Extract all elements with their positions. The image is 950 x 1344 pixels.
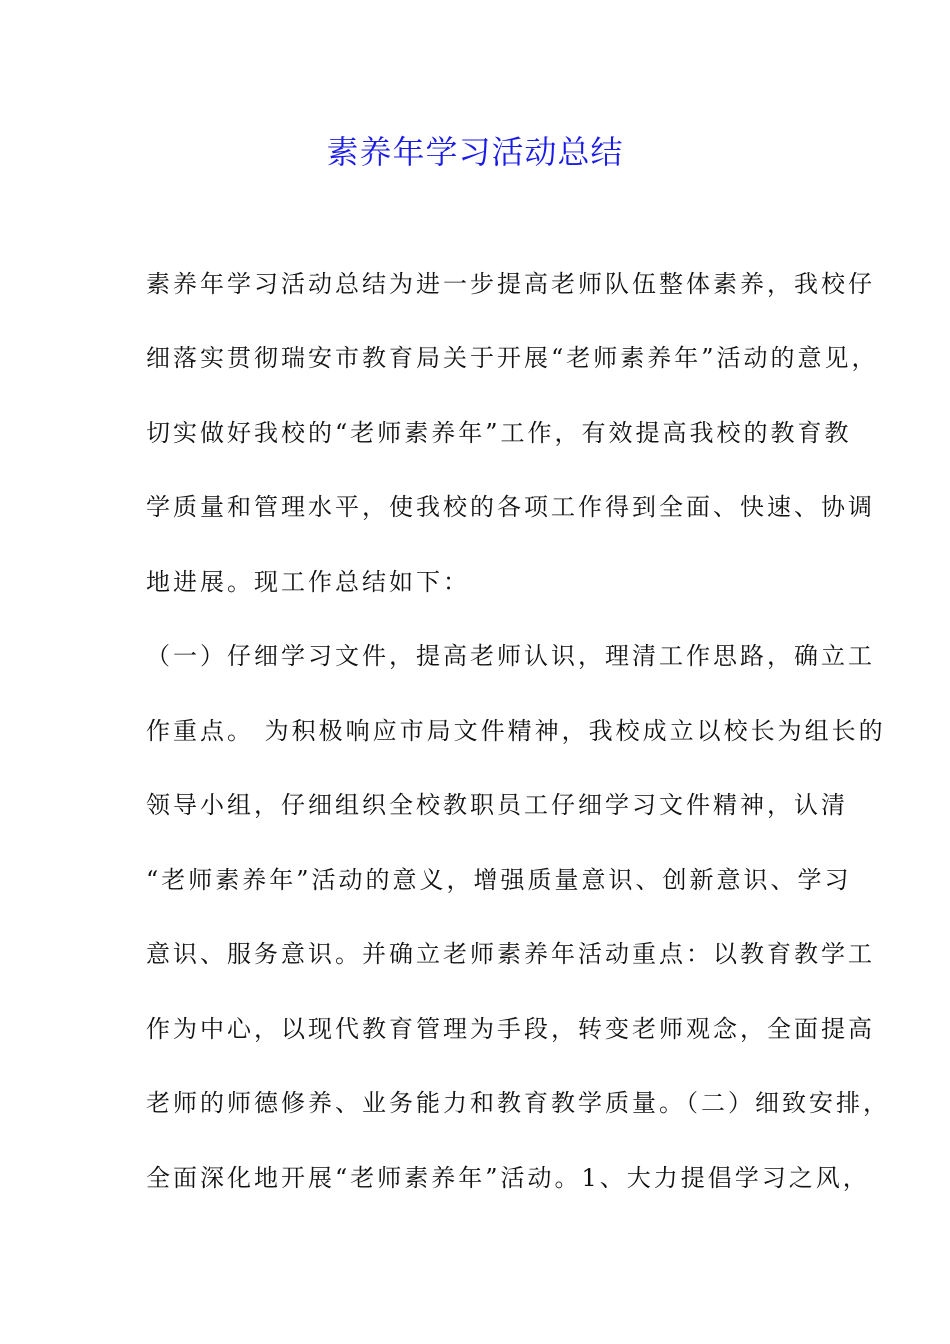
- body-line-11: 作为中心，以现代教育管理为手段，转变老师观念，全面提高: [146, 1015, 875, 1043]
- body-line-12: 老师的师德修养、业务能力和教育教学质量。（二）细致安排，: [146, 1089, 890, 1117]
- body-line-8: 领导小组，仔细组织全校教职员工仔细学习文件精神，认清: [146, 791, 848, 819]
- body-line-1: 素养年学习活动总结为进一步提高老师队伍整体素养，我校仔: [146, 270, 875, 298]
- body-line-3: 切实做好我校的“老师素养年”工作，有效提高我校的教育教: [146, 419, 852, 447]
- document-title: 素养年学习活动总结: [326, 133, 624, 171]
- body-line-13: 全面深化地开展“老师素养年”活动。1、大力提倡学习之风，: [146, 1164, 870, 1192]
- body-line-6: （一）仔细学习文件，提高老师认识，理清工作思路，确立工: [146, 642, 875, 670]
- body-line-5: 地进展。现工作总结如下：: [146, 568, 470, 596]
- body-line-10: 意识、服务意识。并确立老师素养年活动重点：以教育教学工: [146, 940, 875, 968]
- body-line-2: 细落实贯彻瑞安市教育局关于开展“老师素养年”活动的意见，: [146, 344, 879, 372]
- body-line-7: 作重点。 为积极响应市局文件精神，我校成立以校长为组长的: [146, 717, 886, 745]
- body-line-4: 学质量和管理水平，使我校的各项工作得到全面、快速、协调: [146, 493, 875, 521]
- body-line-9: “老师素养年”活动的意义，增强质量意识、创新意识、学习: [146, 866, 852, 894]
